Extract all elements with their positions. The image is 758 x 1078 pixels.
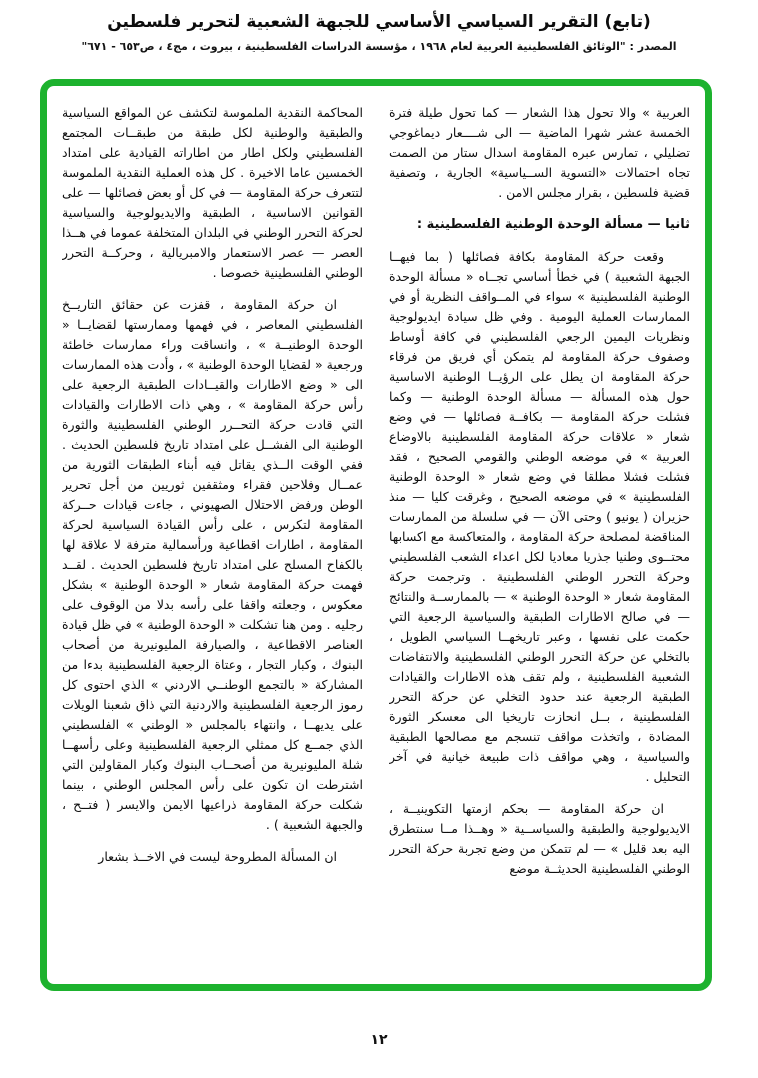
paragraph-continuation: المحاكمة النقدية الملموسة لتكشف عن المواقع السياسية والطبقية والوطنية لكل طبقة من طبقــات المجتمع الفلسطيني ولكل اطار من اطاراته القيادية على امتداد الخمسين عاما الاخيرة . كل هذه العملية النقدية الملموسة لتتعرف حركة المقاومة — في كل أو بعض فصائلها — على القوانين الاساسية ، الطبقية والايديولوجية والسياسية لحركة التحرر الوطني في البلدان المتخلفة عموما في هــذا العصر — عصر الاستعمار والامبريالية ، وحركــة التحرر الوطني الفلسطينية خصوصا .: [62, 105, 363, 280]
page-header: [0, 12, 758, 53]
paragraph: ان المسألة المطروحة ليست في الاخــذ بشعار: [98, 849, 337, 864]
column-right: [389, 103, 690, 974]
column-left: [62, 103, 363, 974]
content-frame: [40, 79, 712, 991]
page-number: ١٢: [370, 1032, 388, 1048]
source-line: المصدر : "الوثائق الفلسطينية العربية لعام ١٩٦٨ ، مؤسسة الدراسات الفلسطينية ، بيروت ، مج٤ ، ص٦٥٣ - ٦٧١": [81, 40, 677, 53]
two-column-text: [62, 103, 690, 974]
page-title: (تابع) التقرير السياسي الأساسي للجبهة الشعبية لتحرير فلسطين: [107, 12, 651, 32]
paragraph-continuation: العربية » والا تحول هذا الشعار — كما تحول طيلة فترة الخمسة عشر شهرا الماضية — الى شــــعار ديماغوجي تضليلي ، تمارس عبره المقاومة اسدال ستار من الصمت تجاه احتمالات «التسوية الســياسية» الجارية ، وتصفية قضية فلسطين ، بقرار مجلس الامن .: [389, 105, 690, 200]
paragraph: ان حركة المقاومة ، قفزت عن حقائق التاريــخ الفلسطيني المعاصر ، في فهمها وممارستها لقضايــا « الوحدة الوطنيــة » ، وانساقت وراء ممارسات خاطئة ورجعية « لقضايا الوحدة الوطنية » ، وأدت هذه الممارسات الى « وضع الاطارات والقيــادات الطبقية الرجعية على رأس حركة المقاومة » ، وهي ذات الاطارات والقيادات التي قادت حركة التحــرر الوطني الفلسطينية والثورة الوطنية الى الفشــل على امتداد تاريخ فلسطين الحديث . ففي الوقت الــذي يقاتل فيه أبناء الطبقات الثورية من عمــال وفلاحين فقراء ومثقفين ثوريين من أجل تحرير الوطن ورفض الاحتلال الصهيوني ، جاءت قيادات حــركة المقاومة لتكرس ، على رأس القيادة السياسية لحركة المقاومة ، اطارات اقطاعية ورأسمالية مترفة لا علاقة لها بالكفاح المسلح على امتداد تاريخ فلسطين الحديث . لقــد فهمت حركة المقاومة شعار « الوحدة الوطنية » بشكل معكوس ، وجعلته واقفا على رأسه بدلا من الوقوف على رجليه . ومن هنا تشكلت « الوحدة الوطنية » في ظل قيادة العناصر الاقطاعية ، والصيارفة المليونيرية من أصحاب البنوك ، وكبار التجار ، وعتاة الرجعية الفلسطينية بدءا من المشاركة « بالتجمع الوطنــي الاردني » الذي احتوى كل رموز الرجعية الفلسطينية والاردنية التي ذاق شعبنا الويلات على يديهــا ، وانتهاء بالمجلس « الوطني » الفلسطيني الذي جمــع كل ممثلي الرجعية الفلسطينية وعلى رأسهــا شلة المليونيرية من أصحــاب البنوك وكبار المقاولين التي اشترطت ان تكون على رأس المجلس الوطني ، بينما شكلت حركة المقاومة ذراعيها الايمن والايسر ( فتــح ، والجبهة الشعبية ) .: [62, 297, 363, 832]
section-heading: ثانيا — مسألة الوحدة الوطنية الفلسطينية :: [416, 217, 690, 232]
paragraph: ان حركة المقاومة — بحكم ازمتها التكوينيــة ، الايديولوجية والطبقية والسياســية « وهــذا مــا سنتطرق اليه بعد قليل » — لم تتمكن من وضع تجربة حركة التحرر الوطني الفلسطينية الحديثــة موضع: [389, 801, 690, 876]
paragraph: وقعت حركة المقاومة بكافة فصائلها ( بما فيهــا الجبهة الشعبية ) في خطأ أساسي تجــاه « مسألة الوحدة الوطنية الفلسطينية » سواء في المــواقف النظرية أو في الممارسات العملية اليومية . وفي ظل سيادة ايديولوجية ونظريات اليمين الرجعي الفلسطيني في كافة أوساط وصفوف حركة المقاومة لم يتمكن أي فريق من فرقاء حركة المقاومة ان يطل على الرؤيــا الوطنية الاساسية حول هذه المسألة — مسألة الوحدة الوطنية — وكما فشلت حركة المقاومة — بكافــة فصائلها — في وضع شعار « علاقات حركة المقاومة الفلسطينية بالاوضاع العربية » في موضعه الوطني والقومي الصحيح ، فقد فشلت فشلا مطلقا في وضع شعار « الوحدة الوطنية الفلسطينية » في موضعه الصحيح ، وغرقت كليا — منذ حزيران ( يونيو ) وحتى الآن — في سلسلة من الممارسات المناقضة لمصلحة حركة المقاومة ، والمتعاكسة مع اكسابها محتــوى وطنيا جذريا معاديا لكل اعداء الشعب الفلسطيني وحركة التحرر الوطني الفلسطينية . وترجمت حركة المقاومة شعار « الوحدة الوطنية » — بالممارســة والنتائج — في صالح الاطارات الطبقية والسياسية الرجعية التي حكمت على نفسها ، وعبر تاريخهــا السياسي الطويل ، بالتخلي عن حركة التحرر الوطني الفلسطينية والانتفاضات الشعبية الفلسطينية ، ولم تقف هذه الاطارات والقيادات الطبقية الرجعية عند حدود التخلي عن حركة التحرر الفلسطينية ، بــل انحازت تاريخيا الى معسكر الثورة المضادة ، واتخذت مواقف تنسجم مع مصالحها الطبقية والسياسية ، وهي مواقف ذات طبيعة خيانية في آخر التحليل .: [389, 249, 690, 784]
